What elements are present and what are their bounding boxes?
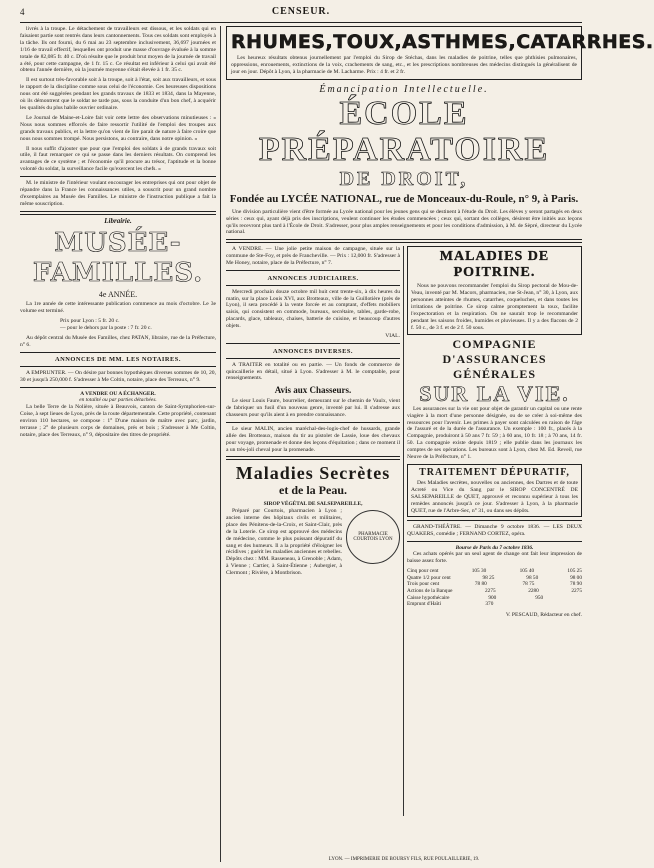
chasseurs-notice: Le sieur Louis Faure, bourrelier, demeurant sur le chemin de Vaulx, vient de fabriquer un fusil d'un nouveau genre, inventé par lui. Il s'adresse aux chasseurs pour qu'ils aient à en prendre connaissance. — [226, 398, 400, 419]
bourse-row — [407, 581, 582, 588]
article-paragraph: Il est surtout très-favorable soit à la troupe, soit à l'état, soit aux travailleurs, et sous le rapport de la discipline comme sous celui de l'économie. Ces heureuses dispositions nous ont été suggérées pendant les grands travaux de 1833 et 1834, dans la Mayenne, où ils démontrent que le soldat ne tarde pas, sous la conduite d'un bon chef, à acquérir les qualités du plus habile ouvrier ordinaire. — [20, 77, 216, 111]
divider — [226, 343, 400, 344]
bourse-cell: 98 50 — [526, 574, 539, 581]
emprunter-notice: A EMPRUNTER. — On désire par bonnes hypothèques diverses sommes de 10, 20, 30 et jusqu'à 250,000 f. S'adresser à Me Coltin, notaire, place des Terreaux, n° 9. — [20, 370, 216, 384]
bourse-cell: Actions de la Banque — [407, 588, 453, 595]
newspaper-title: CENSEUR. — [271, 6, 331, 17]
rhumes-text: Les heureux résultats obtenus journellement par l'emploi du Sirop de Stéchas, dans les maladies de poitrine, telles que phthisies pulmonaires, oppressions, enrouements, extinctions de la voix, crachements de sang, etc., et les prescriptions nombreuses des médecins distingués la généralisent de jour en jour. Dépôt à Lyon, à la pharmacie de M. Lacharme. Prix : 4 fr. et 2 fr. — [231, 55, 577, 75]
divider — [20, 211, 216, 215]
divider — [226, 456, 400, 460]
ecole-text: Une division particulière vient d'être formée au Lycée national pour les jeunes gens qui se destinent à l'étude du Droit. Les élèves y seront partagés en deux séries : ceux qui, ayant déjà pris des inscriptions, veulent continuer les études commencées ; ceux qui, sortant des collèges, désirent être initiés aux leçons qu'ils recevront plus tard à l'École de Droit. S'adresser, pour plus amples renseignements et pour les conditions d'admission, à M. de Sèpré, directeur du Lycée national. — [226, 208, 582, 236]
bourse-cell: Cinq pour cent — [407, 568, 439, 575]
divider — [226, 422, 400, 423]
bourse-cell: Caisse hypothécaire — [407, 594, 450, 601]
vendre-notice: La belle Terre de la Nolière, située à Beauvois, canton de Saint-Symphorien-sur-Coise, à sept lieues de Lyon, près de la route départementale. Cette propriété, contenant environ 110 hectares, se compose : 1° D'une maison de maître avec parc, jardin, terrasse ; 2° de plusieurs corps de domaines, prés et bois ; S'adresser à Me Coltin, notaire, place des Terreaux, n° 9, dépositaire des titres de propriété. — [20, 403, 216, 438]
assurance-text: Les assurances sur la vie ont pour objet de garantir un capital ou une rente viagère à la mort d'une personne désignée, ou de se créer à soi-même des ressources pour l'avenir. Les primes à payer sont calculées en raison de l'âge de l'assuré et de la durée de l'assurance. Un exemple : 100 fr., placés à la Compagnie, produiront à 50 ans 7 fr. 59 ; à 60 ans, 10 fr. 18 ; à 70 ans, 14 fr. 50. La compagnie existe depuis 1819 ; elle publie dans les journaux les comptes de ses opérations. Les bureaux sont à Lyon, chez M. Ed. Reveil, rue Neuve de la Préfecture, n° 1. — [407, 405, 582, 461]
traitement-advert — [407, 464, 582, 518]
divider — [226, 270, 400, 271]
ecole-title: ÉCOLE PRÉPARATOIRE — [258, 94, 550, 168]
traitement-text: Des Maladies secrètes, nouvelles ou anciennes, des Dartres et de toute Acreté ou Vice du Sang par le SIROP CONCENTRÉ DE SALSEPAREILLE de QUET, approuvé et reconnu supérieur à tous les remèdes annoncés jusqu'à ce jour. S'adresser à Lyon, à la pharmacie QUET, rue de l'Arbre-Sec, n° 31, ou dans ses dépôts. — [411, 479, 578, 514]
ecole-address: Fondée au LYCÉE NATIONAL, rue de Monceaux-du-Roule, n° 9, à Paris. — [229, 192, 579, 205]
column-divider — [220, 26, 221, 862]
bourse-cell: 78 75 — [522, 581, 535, 588]
divider — [20, 387, 216, 388]
gerant-signature: V. PESCAUD, Rédacteur en chef. — [505, 611, 582, 618]
rhumes-banner: RHUMES,TOUX,ASTHMES,CATARRHES. — [231, 31, 654, 53]
article-paragraph: Le Journal de Maine-et-Loire fait voir cette lettre des observations minutieuses : « Nous nous sommes efforcés de faire ressortir l'utilité de l'emploi des troupes aux grands travaux publics, et la lettre qu'on vient de lire parait de nature à faire croire que nous nous sommes trompé. Nous persistons, au contraire, dans notre opinion. » — [20, 114, 216, 142]
poitrine-text: Nous ne pouvons recommander l'emploi du Sirop pectoral de Mou-de-Veau, inventé par M. Macors, pharmacien, rue St-Jean, n° 30, à Lyon, aux personnes atteintes de rhumes, catarrhes, coqueluches, et dans toutes les irritations de poitrine. Ce sirop calme promptement la toux, facilite l'expectoration et la respiration. On ne saurait trop le recommander pendant les saisons froides, humides et pluvieuses. Il y a des flacons de 2 f. 50 c., de 3 f. et de 2 f. 50 sous. — [411, 283, 578, 331]
bourse-heading: Bourse de Paris du 7 octobre 1836. — [455, 544, 534, 551]
bourse-cell: Emprunt d'Haïti — [407, 601, 442, 608]
judiciaires-notice: Mercredi prochain douze octobre mil huit cent trente-six, à dix heures du matin, sur la place Louis XVI, aux Brotteaux, ville de la Guillotière (près de Lyon), il sera procédé à la vente forcée et au comptant, d'effets mobiliers saisis, qui consistent en commode, bureaux, secrétaire, tables, garde-robe, placards, glace, tableaux, chaises, batterie de cuisine, et beaucoup d'autres objets. — [226, 288, 400, 330]
signature-vial: VIAL. — [385, 333, 400, 340]
divider — [407, 520, 582, 521]
ecole-subtitle: DE DROIT, — [339, 167, 469, 190]
malin-notice: Le sieur MALIN, ancien maréchal-des-logis-chef de hussards, grande allée des Brotteaux, maison du tir au pistolet de Lassie, loue des chevaux pour voyage, promenade et donne des leçons d'équitation ; dans ce moment il a un très-joli cheval pour la promenade. — [226, 425, 400, 453]
bourse-row — [407, 575, 582, 582]
bourse-cell: 98 25 — [482, 574, 495, 581]
subcolumn-left — [226, 246, 400, 580]
subcolumn-right — [407, 246, 582, 621]
bourse-cell: 78 80 — [474, 581, 487, 588]
bourse-row — [407, 601, 582, 608]
page-header — [20, 6, 582, 23]
sirop-heading: SIROP VÉGÉTAL DE SALSEPAREILLE, — [263, 501, 363, 508]
rhumes-advert — [226, 26, 654, 80]
bourse-cell: 950 — [535, 594, 544, 601]
divider — [20, 366, 216, 367]
newspaper-page — [20, 6, 654, 862]
price-lyon: Prix pour Lyon : 5 fr. 20 c. — [60, 317, 120, 324]
sirop-text: Préparé par Courtois, pharmacien à Lyon ; ancien interne des hôpitaux civils et militaires, place des Pénitens-de-la-Croix, et Saint-Clair, près de la Loterie. Ce sirop est approuvé des médecins de médecine, comme le plus puissant dépuratif du sang et des humeurs. Il a la propriété d'éloigner les récidives ; guérit les maladies anciennes et rebelles. Dépôts chez : MM. Rasseneau, à Grenoble ; Adam, à Vienne ; Cartier, à Saint-Étienne ; Aubergier, à Clermont ; Rivière, à Montbrison. — [226, 508, 342, 577]
bourse-row — [407, 595, 582, 602]
bourse-cell: 2280 — [528, 588, 539, 595]
musee-familles-title: MUSÉE-FAMILLES. — [32, 228, 204, 289]
page-number: 4 — [20, 7, 25, 17]
bourse-cell: 105 40 — [519, 568, 535, 575]
compagnie-title: COMPAGNIE D'ASSURANCES GÉNÉRALES — [442, 336, 547, 381]
maison-notice: A VENDRE. — Une jolie petite maison de campagne, située sur la commune de Ste-Foy, et près de Francheville. — Prix : 12,000 fr. S'adresser à Me Honey, notaire, place de la Préfecture, n° 7. — [226, 246, 400, 267]
divider — [20, 176, 216, 177]
pharmacy-stamp: PHARMACIE COURTOIS LYON — [346, 510, 400, 564]
bourse-intro: Ces achats opérés par un seul agent de change ont fait leur impression de baisse assez forte. — [407, 551, 582, 565]
poitrine-advert — [407, 246, 582, 334]
subcolumn-divider — [403, 246, 404, 816]
bourse-cell: Quatre 1/2 pour cent — [407, 574, 451, 581]
divider — [407, 541, 582, 542]
bourse-row — [407, 588, 582, 595]
secretes-subtitle: et de la Peau. — [279, 483, 347, 498]
musee-description: La 1re année de cette intéressante publication commence au mois d'octobre. Le 3e volume est terminé. — [20, 301, 216, 315]
divider — [226, 285, 400, 286]
article-paragraph: livrés à la troupe. Le détachement de travailleurs est dissous, et les soldats qui en faisaient partie sont rentrés dans leurs cantonnements. Tous ces soldats sont employés à la tâche. Ils ont fourni, du 6 mai au 23 septembre inclusivement, 36,697 journées et 1/16 de travail effectif, lesquelles ont produit une masse d'ouvrage évaluée à la somme totale de 82,085 fr. 40 c. D'où résulte que le produit brut moyen de la journée de travail a été, pour cette campagne, de 1 fr. 15 c. Ce résultat est inférieur à celui qui avait été obtenu l'année dernière, où la journée moyenne s'était élevée à 1 fr. 35 c. — [20, 26, 216, 74]
traitement-title: TRAITEMENT DÉPURATIF, — [419, 466, 570, 478]
left-column — [20, 26, 216, 862]
annee-label: 4e ANNÉE. — [98, 290, 138, 300]
depot-text: Au dépôt central du Musée des Familles, chez PATAN, libraire, rue de la Préfecture, n° 6. — [20, 334, 216, 348]
emancipation-heading: Émancipation Intellectuelle. — [319, 83, 489, 95]
bourse-cell: 78 90 — [570, 581, 582, 588]
diverses-heading: ANNONCES DIVERSES. — [272, 347, 354, 355]
bourse-cell: 105 30 — [471, 568, 487, 575]
traiter-notice: A TRAITER en totalité ou en partie. — Un fonds de commerce de quincaillerie en détail, situé à Lyon. S'adresser à M. le comptable, pour renseignements. — [226, 361, 400, 382]
imprimerie-footer: LYON. — IMPRIMERIE DE BOURSY FILS, RUE POULAILLERIE, 19. — [328, 857, 480, 862]
divider — [226, 358, 400, 359]
bourse-cell: 2275 — [485, 588, 496, 595]
notaires-heading: ANNONCES DE MM. LES NOTAIRES. — [55, 356, 181, 364]
article-paragraph: M. le ministre de l'intérieur voulant encourager les entreprises qui ont pour objet de répandre dans la France les connaissances utiles, a souscrit pour un grand nombre d'exemplaires au Musée des Familles. Le ministre de l'instruction publique a fait la même souscription. — [20, 179, 216, 207]
theatre-notice: GRAND-THÉÂTRE. — Dimanche 9 octobre 1836. — LES DEUX QUAKERS, comédie ; FERNAND CORTEZ, opéra. — [407, 524, 582, 538]
right-column — [226, 26, 654, 862]
judiciaires-heading: ANNONCES JUDICIAIRES. — [267, 274, 359, 282]
bourse-cell: 900 — [488, 594, 497, 601]
bourse-cell: 370 — [485, 601, 494, 608]
divider — [20, 352, 216, 353]
poitrine-title: MALADIES DE POITRINE. — [439, 249, 550, 281]
bourse-row — [407, 568, 582, 575]
divider — [226, 239, 582, 243]
price-dehors: — pour le dehors par la poste : 7 fr. 20 c. — [60, 324, 152, 331]
bourse-cell: Trois pour cent — [407, 581, 440, 588]
bourse-cell: 98 00 — [570, 574, 582, 581]
vendre-heading: A VENDRE OU A ÉCHANGER. — [80, 390, 156, 397]
bourse-table — [407, 568, 582, 608]
bourse-cell: 2275 — [571, 588, 582, 595]
article-paragraph: Il nous suffit d'ajouter que pour que l'emploi des soldats à de grands travaux soit utile, il faut remarquer ce qui se passe dans les derniers résultats. On comprend les avantages de ce système ; et l'économie qu'il procure au trésor, l'aptitude et la bonne volonté du soldat, la surveillance facile qu'exercent les chefs. » — [20, 145, 216, 173]
chasseurs-heading: Avis aux Chasseurs. — [274, 385, 352, 396]
secretes-title: Maladies Secrètes — [235, 463, 391, 484]
librairie-heading: Librairie. — [104, 216, 132, 225]
bourse-cell: 105 25 — [567, 568, 582, 575]
sur-la-vie-title: SUR LA VIE. — [419, 380, 570, 406]
vendre-subheading: en totalité ou par parties détachées. — [79, 397, 157, 404]
